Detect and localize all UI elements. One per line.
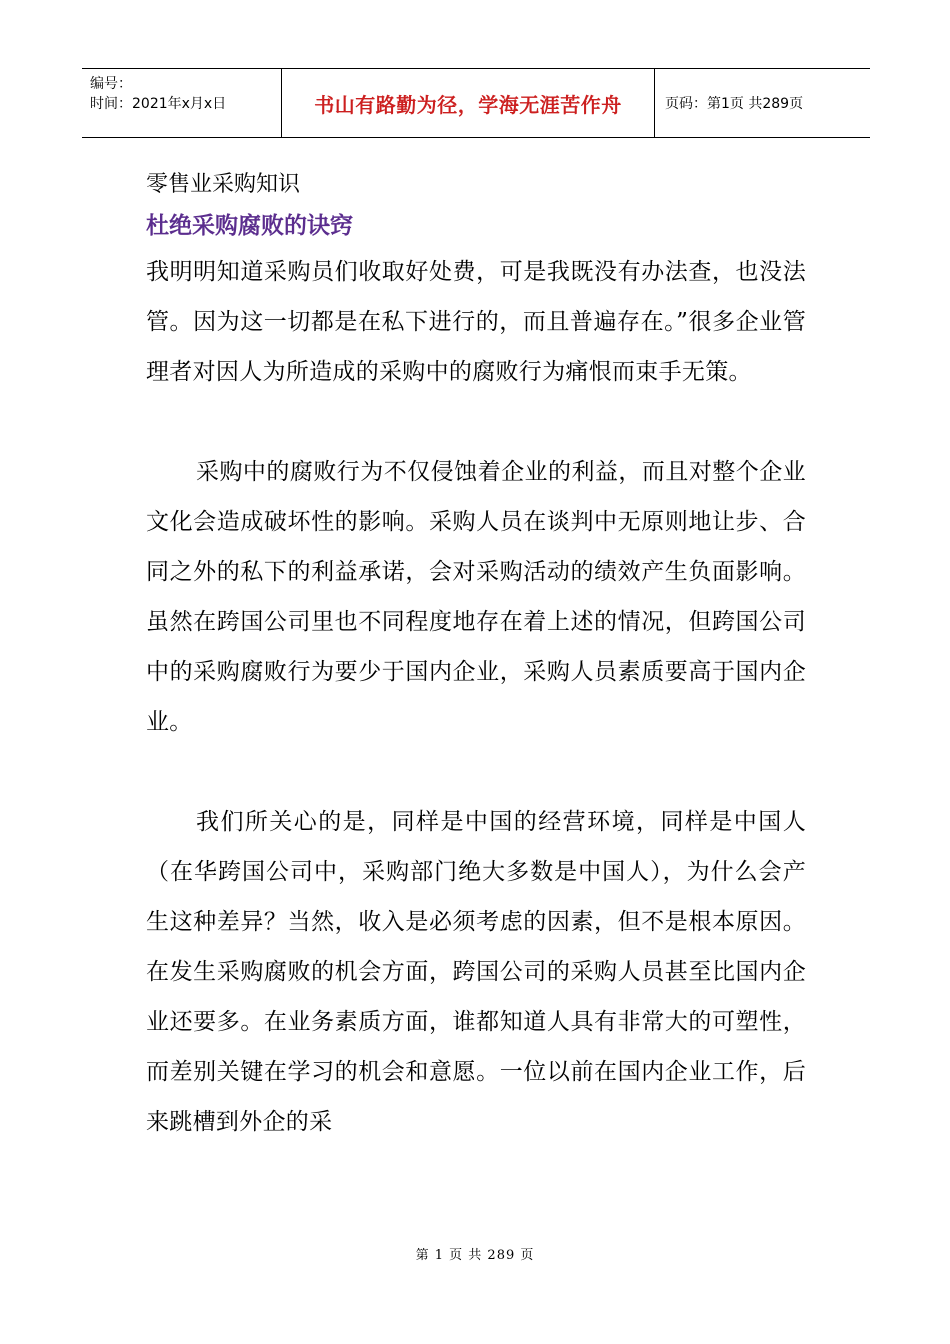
header-page-info: 页码：第1页 共289页 — [665, 96, 804, 112]
document-body — [146, 165, 806, 1147]
paragraph-spacer — [146, 747, 806, 797]
page-header — [82, 68, 870, 138]
paragraph: 采购中的腐败行为不仅侵蚀着企业的利益，而且对整个企业文化会造成破坏性的影响。采购人员在谈判中无原则地让步、合同之外的私下的利益承诺，会对采购活动的绩效产生负面影响。虽然在跨国公司里也不同程度地存在着上述的情况，但跨国公司中的采购腐败行为要少于国内企业，采购人员素质要高于国内企业。 — [146, 459, 806, 735]
paragraph-spacer — [146, 397, 806, 447]
page-footer: 第 1 页 共 289 页 — [415, 1248, 535, 1263]
document-subject: 零售业采购知识 — [146, 172, 301, 197]
paragraph: 我们所关心的是，同样是中国的经营环境，同样是中国人（在华跨国公司中，采购部门绝大多数是中国人），为什么会产生这种差异？当然，收入是必须考虑的因素，但不是根本原因。在发生采购腐败的机会方面，跨国公司的采购人员甚至比国内企业还要多。在业务素质方面，谁都知道人具有非常大的可塑性，而差别关键在学习的机会和意愿。一位以前在国内企业工作，后来跳槽到外企的采 — [146, 809, 806, 1135]
header-meta — [82, 69, 282, 137]
document-number-label: 编号： — [90, 76, 132, 92]
paragraph: 我明明知道采购员们收取好处费，可是我既没有办法查，也没法管。因为这一切都是在私下进行的，而且普遍存在。”很多企业管理者对因人为所造成的采购中的腐败行为痛恨而束手无策。 — [146, 259, 806, 385]
document-time-label: 时间：2021年x月x日 — [90, 96, 227, 112]
document-title: 杜绝采购腐败的诀窍 — [146, 213, 353, 239]
header-motto: 书山有路勤为径，学海无涯苦作舟 — [282, 69, 655, 137]
